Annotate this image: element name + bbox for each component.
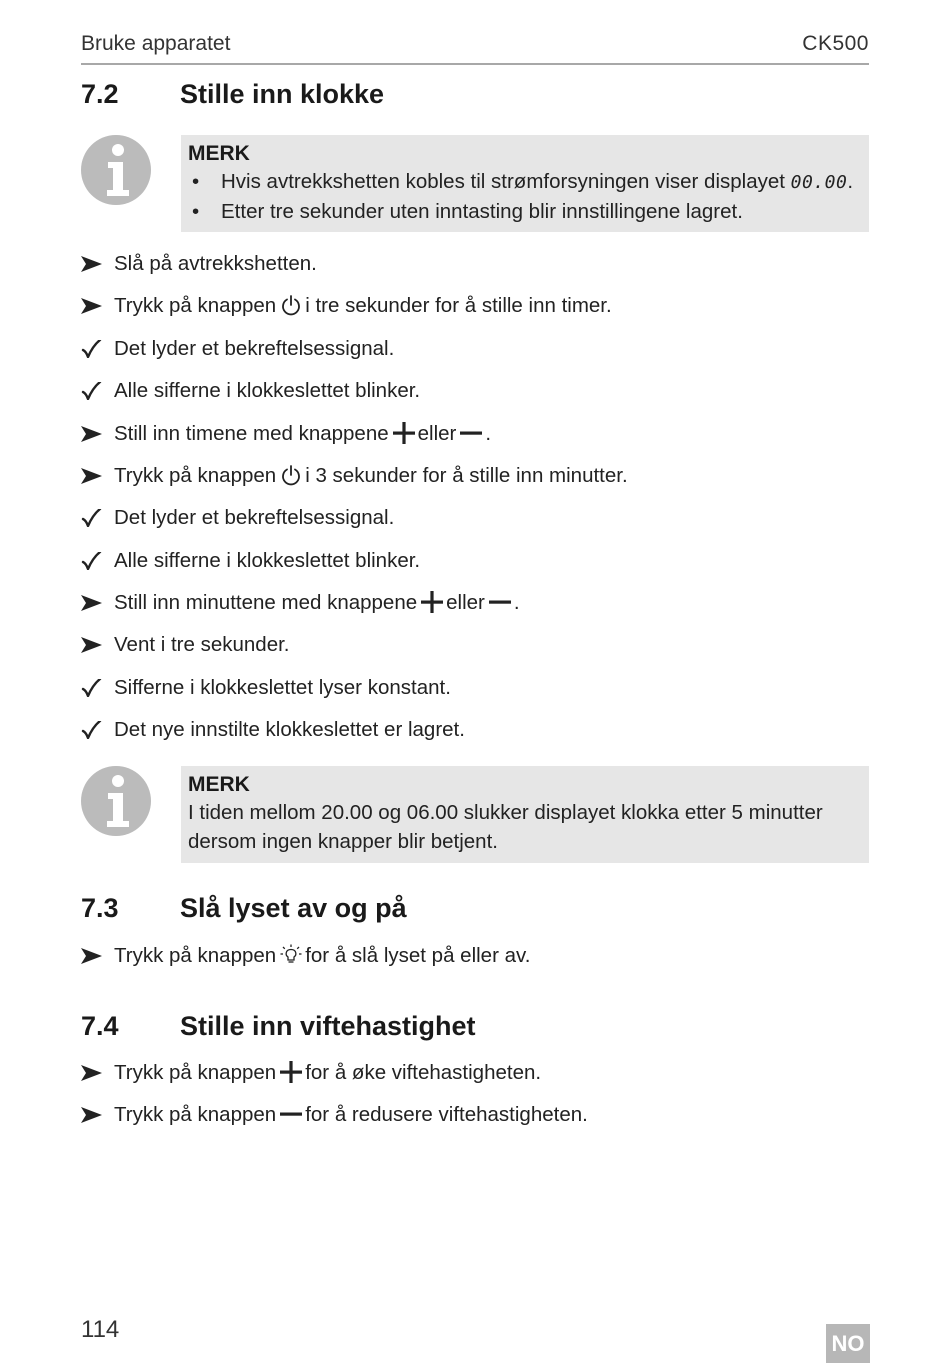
step-text-part: Still inn timene med knappene	[114, 422, 389, 445]
step-text	[114, 334, 394, 364]
minus-icon	[280, 1103, 302, 1125]
step-text-part: for å slå lyset på eller av.	[305, 944, 531, 967]
arrow-bullet-icon	[81, 636, 103, 654]
step-text	[114, 588, 520, 618]
header-model: CK500	[802, 32, 869, 55]
arrow-bullet-icon	[81, 1064, 103, 1082]
section-title: Stille inn viftehastighet	[180, 1011, 476, 1041]
plus-icon	[280, 1061, 302, 1083]
step-text	[114, 291, 612, 321]
step-text-part: Trykk på knappen	[114, 464, 277, 487]
note-text: Etter tre sekunder uten inntasting blir innstillingene lagret.	[221, 199, 743, 223]
note-title: MERK	[188, 142, 250, 165]
minus-icon	[489, 591, 511, 613]
step-text-part: Trykk på knappen	[114, 294, 277, 317]
arrow-bullet-icon	[81, 425, 103, 443]
section-title: Slå lyset av og på	[180, 893, 407, 923]
note-box	[181, 766, 869, 863]
step-marker	[81, 941, 107, 971]
language-badge: NO	[826, 1324, 870, 1363]
section-heading-7-3	[81, 893, 407, 924]
step-text-part: Sifferne i klokkeslettet lyser konstant.	[114, 676, 451, 699]
step-marker	[81, 334, 107, 364]
step-text-part: for å redusere viftehastigheten.	[305, 1103, 588, 1126]
light-icon	[280, 944, 302, 966]
step-text-part: eller	[417, 422, 457, 445]
step-text	[114, 1100, 588, 1130]
note-text: dersom ingen knapper blir betjent.	[188, 829, 498, 853]
step-marker	[81, 291, 107, 321]
arrow-bullet-icon	[81, 297, 103, 315]
step-text	[114, 673, 451, 703]
section-heading-7-2	[81, 79, 384, 110]
step-marker	[81, 630, 107, 660]
note-box	[181, 135, 869, 232]
note-text: Hvis avtrekkshetten kobles til strømforsyningen viser displayet	[221, 170, 791, 193]
step-marker	[81, 673, 107, 703]
note-bullet	[188, 168, 861, 198]
checkmark-icon	[81, 382, 103, 400]
arrow-bullet-icon	[81, 1106, 103, 1124]
note-bullet	[188, 198, 861, 227]
info-icon	[81, 766, 151, 836]
step-text-part: Still inn minuttene med knappene	[114, 591, 418, 614]
step-text	[114, 1058, 541, 1088]
step-text	[114, 376, 420, 406]
checkmark-icon	[81, 340, 103, 358]
step-text-part: Trykk på knappen	[114, 1103, 277, 1126]
bullet-dot: •	[192, 170, 200, 193]
step-text-part: Det nye innstilte klokkeslettet er lagret.	[114, 718, 465, 741]
arrow-bullet-icon	[81, 947, 103, 965]
note-title: MERK	[188, 773, 250, 796]
power-icon	[280, 294, 302, 316]
step-text-part: Det lyder et bekreftelsessignal.	[114, 337, 395, 360]
section-number: 7.3	[81, 893, 119, 923]
step-text	[114, 630, 290, 660]
step-text	[114, 419, 491, 449]
step-text-part: Alle sifferne i klokkeslettet blinker.	[114, 549, 421, 572]
arrow-bullet-icon	[81, 594, 103, 612]
step-text	[114, 503, 394, 533]
step-text	[114, 249, 317, 279]
arrow-bullet-icon	[81, 255, 103, 273]
step-text-part: .	[485, 422, 492, 445]
section-heading-7-4	[81, 1011, 476, 1042]
step-marker	[81, 588, 107, 618]
step-text	[114, 715, 465, 745]
step-text-part: Trykk på knappen	[114, 1061, 277, 1084]
step-marker	[81, 461, 107, 491]
step-text-part: Vent i tre sekunder.	[114, 633, 290, 656]
step-marker	[81, 376, 107, 406]
step-text-part: i tre sekunder for å stille inn timer.	[305, 294, 612, 317]
checkmark-icon	[81, 679, 103, 697]
minus-icon	[460, 422, 482, 444]
step-text	[114, 941, 530, 971]
step-marker	[81, 249, 107, 279]
checkmark-icon	[81, 509, 103, 527]
step-text-part: Trykk på knappen	[114, 944, 277, 967]
note-text: I tiden mellom 20.00 og 06.00 slukker displayet klokka etter 5 minutter	[188, 801, 823, 824]
step-marker	[81, 546, 107, 576]
plus-icon	[421, 591, 443, 613]
step-text-part: for å øke viftehastigheten.	[305, 1061, 542, 1084]
section-number: 7.4	[81, 1011, 119, 1041]
step-marker	[81, 1100, 107, 1130]
step-marker	[81, 503, 107, 533]
section-title: Stille inn klokke	[180, 79, 385, 109]
page-number: 114	[81, 1316, 120, 1343]
step-text	[114, 546, 420, 576]
step-marker	[81, 1058, 107, 1088]
step-marker	[81, 715, 107, 745]
info-icon	[81, 135, 151, 205]
step-text-part: .	[513, 591, 520, 614]
note-text-end: .	[847, 170, 854, 193]
section-number: 7.2	[81, 79, 119, 109]
plus-icon	[393, 422, 415, 444]
step-text-part: Det lyder et bekreftelsessignal.	[114, 506, 395, 529]
step-text-part: Slå på avtrekkshetten.	[114, 252, 317, 275]
arrow-bullet-icon	[81, 467, 103, 485]
step-text-part: Alle sifferne i klokkeslettet blinker.	[114, 379, 421, 402]
power-icon	[280, 464, 302, 486]
step-marker	[81, 419, 107, 449]
step-text	[114, 461, 628, 491]
header-section: Bruke apparatet	[81, 32, 231, 55]
step-text-part: eller	[446, 591, 485, 614]
page-header	[81, 30, 869, 65]
checkmark-icon	[81, 552, 103, 570]
step-text-part: i 3 sekunder for å stille inn minutter.	[305, 464, 628, 487]
bullet-dot: •	[192, 199, 200, 223]
display-value: 00.00	[790, 172, 848, 193]
checkmark-icon	[81, 721, 103, 739]
